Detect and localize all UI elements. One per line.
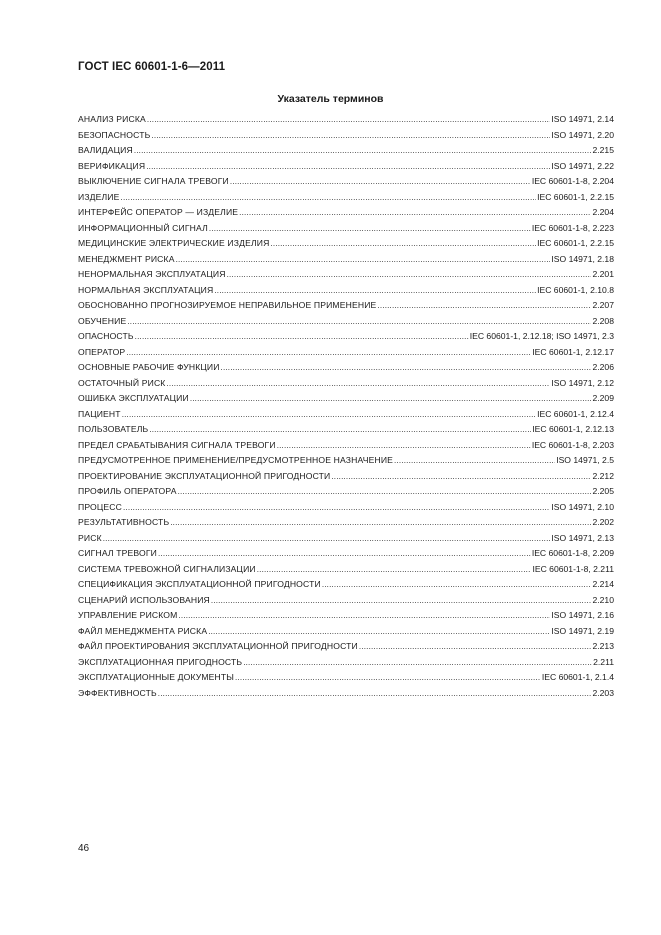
term-name: РЕЗУЛЬТАТИВНОСТЬ bbox=[78, 517, 170, 527]
term-row bbox=[78, 593, 614, 609]
dot-leader bbox=[134, 143, 592, 159]
term-row bbox=[78, 205, 614, 221]
term-reference: IEC 60601-1, 2.2.15 bbox=[537, 238, 614, 248]
term-reference: 2.212 bbox=[592, 470, 614, 481]
term-name: ВЫКЛЮЧЕНИЕ СИГНАЛА ТРЕВОГИ bbox=[78, 176, 229, 186]
term-row bbox=[78, 190, 614, 206]
term-index-list bbox=[78, 112, 614, 701]
term-reference: IEC 60601-1, 2.12.4 bbox=[537, 408, 614, 419]
term-row bbox=[78, 159, 614, 175]
dot-leader bbox=[122, 407, 536, 423]
dot-leader bbox=[257, 562, 532, 578]
term-reference: ISO 14971, 2.18 bbox=[551, 253, 614, 264]
term-row bbox=[78, 283, 614, 299]
term-name: ОПЕРАТОР bbox=[78, 346, 126, 357]
term-row bbox=[78, 376, 614, 392]
term-name: ПРОЕКТИРОВАНИЕ ЭКСПЛУАТАЦИОННОЙ ПРИГОДНОСТИ bbox=[78, 470, 331, 481]
term-name: НОРМАЛЬНАЯ ЭКСПЛУАТАЦИЯ bbox=[78, 284, 214, 295]
term-row bbox=[78, 128, 614, 144]
dot-leader bbox=[151, 128, 550, 144]
dot-leader bbox=[211, 593, 592, 609]
term-name: ИНТЕРФЕЙС ОПЕРАТОР — ИЗДЕЛИЕ bbox=[78, 207, 239, 217]
term-name: ИНФОРМАЦИОННЫЙ СИГНАЛ bbox=[78, 222, 208, 233]
term-name: ПРОЦЕСС bbox=[78, 501, 122, 512]
term-row bbox=[78, 221, 614, 237]
term-row bbox=[78, 546, 614, 562]
term-reference: ISO 14971, 2.10 bbox=[551, 501, 614, 512]
term-row bbox=[78, 391, 614, 407]
dot-leader bbox=[158, 546, 531, 562]
term-reference: ISO 14971, 2.19 bbox=[551, 625, 614, 636]
term-name: НЕНОРМАЛЬНАЯ ЭКСПЛУАТАЦИЯ bbox=[78, 269, 226, 279]
term-reference: 2.213 bbox=[592, 641, 614, 651]
term-name: ОШИБКА ЭКСПЛУАТАЦИИ bbox=[78, 393, 189, 403]
term-name: БЕЗОПАСНОСТЬ bbox=[78, 129, 151, 140]
term-name: СИСТЕМА ТРЕВОЖНОЙ СИГНАЛИЗАЦИИ bbox=[78, 563, 256, 574]
term-name: РИСК bbox=[78, 532, 102, 543]
term-name: МЕДИЦИНСКИЕ ЭЛЕКТРИЧЕСКИЕ ИЗДЕЛИЯ bbox=[78, 238, 270, 248]
term-reference: 2.206 bbox=[592, 362, 614, 372]
term-name: ФАЙЛ МЕНЕДЖМЕНТА РИСКА bbox=[78, 625, 208, 636]
term-reference: ISO 14971, 2.22 bbox=[551, 160, 614, 171]
term-reference: 2.214 bbox=[592, 579, 614, 589]
dot-leader bbox=[103, 531, 551, 547]
term-reference: 2.210 bbox=[592, 594, 614, 605]
term-reference: IEC 60601-1, 2.2.15 bbox=[537, 191, 614, 202]
term-reference: ISO 14971, 2.16 bbox=[551, 610, 614, 620]
dot-leader bbox=[178, 484, 592, 500]
dot-leader bbox=[377, 298, 591, 314]
term-name: ОБУЧЕНИЕ bbox=[78, 315, 127, 326]
dot-leader bbox=[127, 314, 591, 330]
term-row bbox=[78, 345, 614, 361]
dot-leader bbox=[170, 515, 591, 531]
term-reference: 2.208 bbox=[592, 315, 614, 326]
term-reference: IEC 60601-1, 2.1.4 bbox=[541, 672, 614, 682]
term-name: МЕНЕДЖМЕНТ РИСКА bbox=[78, 253, 175, 264]
term-name: ПРЕДЕЛ СРАБАТЫВАНИЯ СИГНАЛА ТРЕВОГИ bbox=[78, 439, 276, 450]
term-name: ЭКСПЛУАТАЦИОННАЯ ПРИГОДНОСТЬ bbox=[78, 656, 243, 667]
term-row bbox=[78, 577, 614, 593]
term-reference: 2.203 bbox=[592, 687, 614, 698]
dot-leader bbox=[126, 345, 531, 361]
term-row bbox=[78, 686, 614, 702]
term-row bbox=[78, 438, 614, 454]
term-row bbox=[78, 329, 614, 345]
term-name: СЦЕНАРИЙ ИСПОЛЬЗОВАНИЯ bbox=[78, 594, 210, 605]
dot-leader bbox=[149, 422, 531, 438]
dot-leader bbox=[243, 655, 592, 671]
term-name: ПРЕДУСМОТРЕННОЕ ПРИМЕНЕНИЕ/ПРЕДУСМОТРЕННОЕ НАЗНАЧЕНИЕ bbox=[78, 455, 394, 465]
term-reference: IEC 60601-1, 2.12.17 bbox=[532, 346, 614, 357]
term-row bbox=[78, 608, 614, 624]
term-reference: 2.201 bbox=[592, 269, 614, 279]
term-name: СПЕЦИФИКАЦИЯ ЭКСПЛУАТАЦИОННОЙ ПРИГОДНОСТИ bbox=[78, 579, 321, 589]
term-name: ОСНОВНЫЕ РАБОЧИЕ ФУНКЦИИ bbox=[78, 362, 220, 372]
term-reference: IEC 60601-1-8, 2.211 bbox=[532, 563, 614, 574]
term-reference: IEC 60601-1, 2.12.13 bbox=[532, 424, 614, 434]
term-reference: ISO 14971, 2.5 bbox=[556, 455, 614, 465]
term-row bbox=[78, 360, 614, 376]
term-name: ИЗДЕЛИЕ bbox=[78, 191, 120, 202]
dot-leader bbox=[121, 190, 537, 206]
dot-leader bbox=[394, 453, 555, 469]
term-row bbox=[78, 174, 614, 190]
term-reference: ISO 14971, 2.13 bbox=[551, 532, 614, 543]
dot-leader bbox=[230, 174, 531, 190]
dot-leader bbox=[166, 376, 550, 392]
term-name: ОБОСНОВАННО ПРОГНОЗИРУЕМОЕ НЕПРАВИЛЬНОЕ ПРИМЕНЕНИЕ bbox=[78, 300, 377, 310]
term-reference: ISO 14971, 2.20 bbox=[551, 129, 614, 140]
dot-leader bbox=[209, 221, 531, 237]
term-row bbox=[78, 236, 614, 252]
dot-leader bbox=[277, 438, 531, 454]
term-row bbox=[78, 298, 614, 314]
page-number: 46 bbox=[78, 843, 90, 854]
dot-leader bbox=[214, 283, 536, 299]
term-row bbox=[78, 624, 614, 640]
term-reference: IEC 60601-1-8, 2.223 bbox=[531, 222, 614, 233]
term-row bbox=[78, 515, 614, 531]
term-row bbox=[78, 500, 614, 516]
term-row bbox=[78, 655, 614, 671]
term-row bbox=[78, 252, 614, 268]
term-reference: ISO 14971, 2.12 bbox=[551, 377, 614, 388]
dot-leader bbox=[135, 329, 469, 345]
dot-leader bbox=[221, 360, 592, 376]
term-reference: IEC 60601-1, 2.10.8 bbox=[537, 284, 614, 295]
term-reference: IEC 60601-1-8, 2.209 bbox=[531, 548, 614, 558]
dot-leader bbox=[178, 608, 550, 624]
term-row bbox=[78, 407, 614, 423]
term-name: ПАЦИЕНТ bbox=[78, 408, 121, 419]
term-name: АНАЛИЗ РИСКА bbox=[78, 114, 146, 124]
term-reference: 2.215 bbox=[592, 145, 614, 155]
term-reference: 2.204 bbox=[592, 207, 614, 217]
term-name: СИГНАЛ ТРЕВОГИ bbox=[78, 548, 157, 558]
dot-leader bbox=[322, 577, 592, 593]
term-name: ЭКСПЛУАТАЦИОННЫЕ ДОКУМЕНТЫ bbox=[78, 672, 235, 682]
term-name: ПРОФИЛЬ ОПЕРАТОРА bbox=[78, 486, 177, 496]
term-row bbox=[78, 484, 614, 500]
dot-leader bbox=[158, 686, 592, 702]
index-title: Указатель терминов bbox=[277, 93, 384, 105]
dot-leader bbox=[146, 159, 550, 175]
dot-leader bbox=[227, 267, 592, 283]
dot-leader bbox=[123, 500, 550, 516]
term-reference: IEC 60601-1-8, 2.204 bbox=[531, 176, 614, 186]
term-row bbox=[78, 531, 614, 547]
dot-leader bbox=[235, 670, 541, 686]
term-name: ОСТАТОЧНЫЙ РИСК bbox=[78, 377, 166, 388]
term-reference: 2.207 bbox=[592, 300, 614, 310]
dot-leader bbox=[331, 469, 591, 485]
term-row bbox=[78, 639, 614, 655]
term-row bbox=[78, 453, 614, 469]
term-reference: ISO 14971, 2.14 bbox=[551, 114, 614, 124]
term-name: ЭФФЕКТИВНОСТЬ bbox=[78, 687, 157, 698]
dot-leader bbox=[239, 205, 591, 221]
term-name: ВЕРИФИКАЦИЯ bbox=[78, 160, 146, 171]
dot-leader bbox=[208, 624, 550, 640]
dot-leader bbox=[176, 252, 551, 268]
term-row bbox=[78, 314, 614, 330]
term-name: УПРАВЛЕНИЕ РИСКОМ bbox=[78, 610, 178, 620]
term-name: ФАЙЛ ПРОЕКТИРОВАНИЯ ЭКСПЛУАТАЦИОННОЙ ПРИГОДНОСТИ bbox=[78, 641, 358, 651]
document-header: ГОСТ IEC 60601-1-6—2011 bbox=[78, 61, 226, 73]
term-reference: 2.211 bbox=[593, 656, 614, 667]
term-row bbox=[78, 422, 614, 438]
term-row bbox=[78, 469, 614, 485]
term-row bbox=[78, 267, 614, 283]
term-row bbox=[78, 112, 614, 128]
term-name: ПОЛЬЗОВАТЕЛЬ bbox=[78, 424, 149, 434]
term-reference: IEC 60601-1-8, 2.203 bbox=[531, 439, 614, 450]
dot-leader bbox=[359, 639, 592, 655]
term-reference: 2.209 bbox=[592, 393, 614, 403]
term-row bbox=[78, 670, 614, 686]
term-row bbox=[78, 562, 614, 578]
term-row bbox=[78, 143, 614, 159]
dot-leader bbox=[190, 391, 592, 407]
dot-leader bbox=[147, 112, 550, 128]
term-reference: 2.202 bbox=[592, 517, 614, 527]
term-name: ВАЛИДАЦИЯ bbox=[78, 145, 133, 155]
term-name: ОПАСНОСТЬ bbox=[78, 331, 134, 341]
term-reference: 2.205 bbox=[592, 486, 614, 496]
dot-leader bbox=[270, 236, 536, 252]
term-reference: IEC 60601-1, 2.12.18; ISO 14971, 2.3 bbox=[469, 331, 614, 341]
